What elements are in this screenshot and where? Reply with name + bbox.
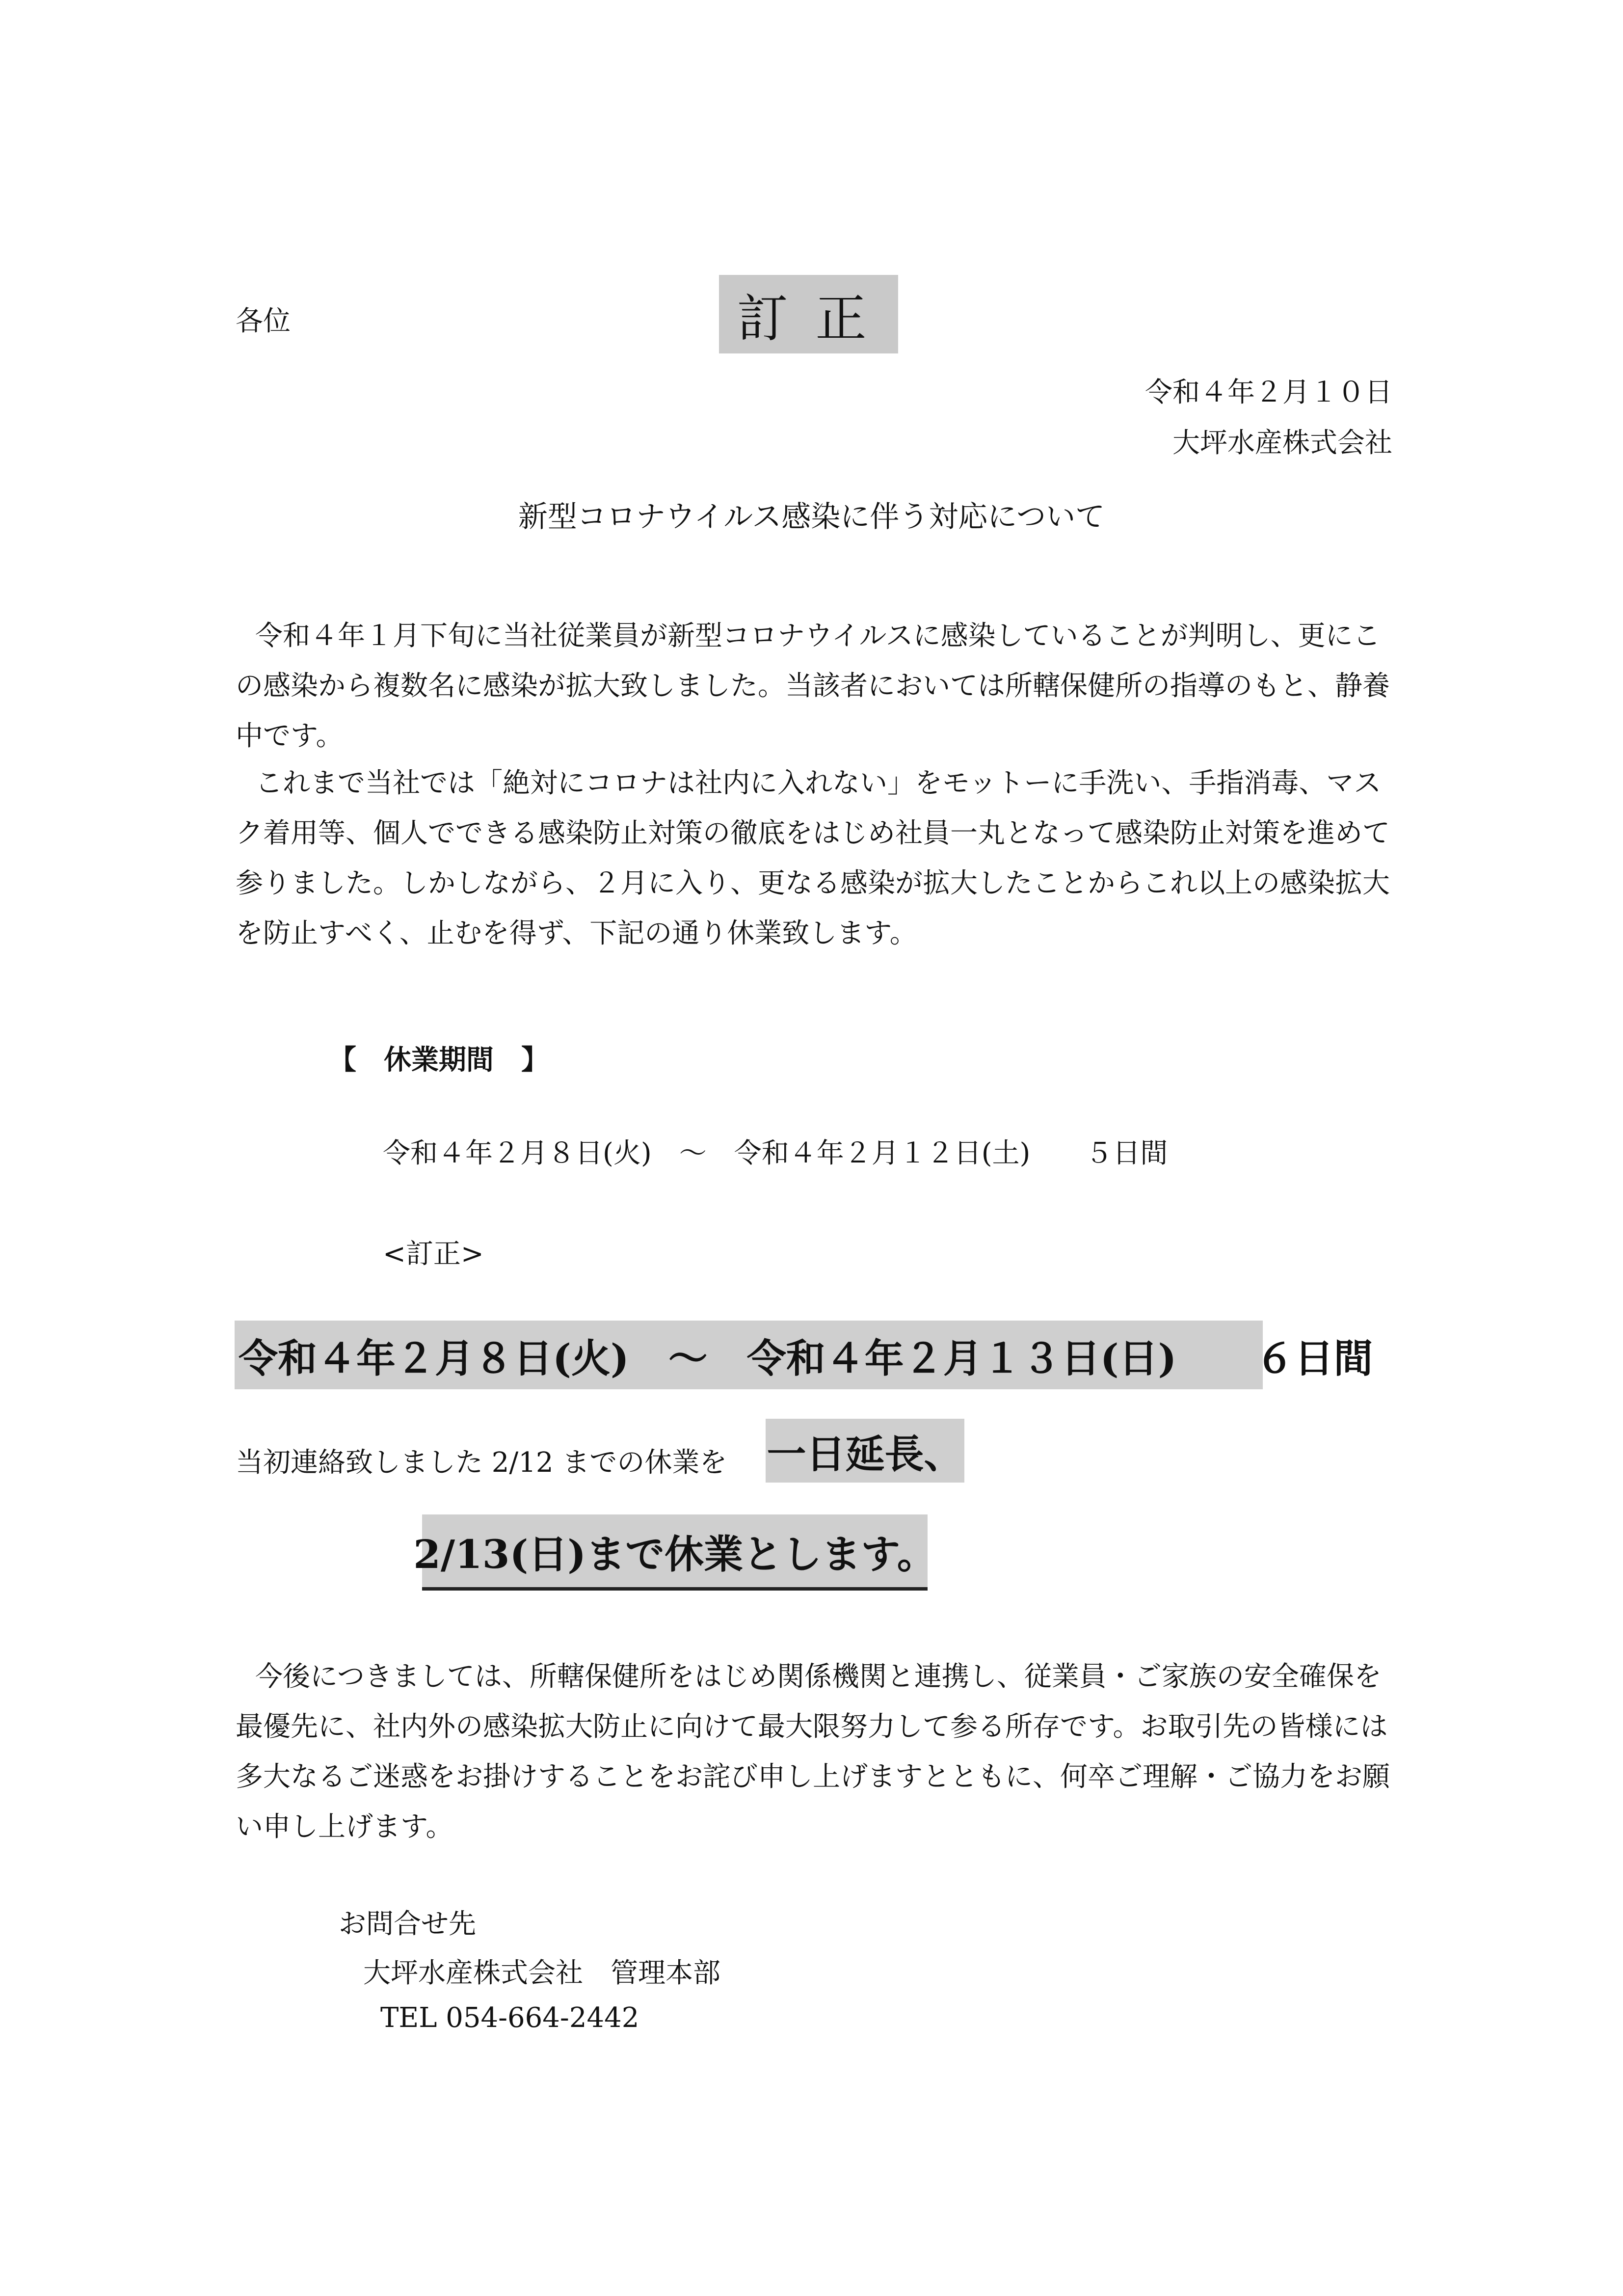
contact-phone: TEL 054-664-2442 <box>380 2002 639 2034</box>
closure-period-original: 令和４年２月８日(火) ～ 令和４年２月１２日(土) ５日間 <box>383 1137 1168 1169</box>
closure-until-highlight: 2/13(日)まで休業とします。 <box>422 1514 928 1591</box>
issue-date: 令和４年２月１０日 <box>1145 377 1392 408</box>
issuer-company: 大坪水産株式会社 <box>1172 427 1392 459</box>
contact-label: お問合せ先 <box>339 1908 476 1940</box>
body-paragraph-3: 今後につきましては、所轄保健所をはじめ関係機関と連携し、従業員・ご家族の安全確保を最優先に、社内外の感染拡大防止に向けて最大限努力して参る所存です。お取引先の皆様には多大なるご迷惑をお掛けすることをお詫び申し上げますとともに、何卒ご理解・ご協力をお願い申し上げます。 <box>236 1661 1390 1843</box>
extension-text: 当初連絡致しました 2/12 までの休業を <box>236 1447 727 1479</box>
contact-company: 大坪水産株式会社 管理本部 <box>363 1957 720 1989</box>
correction-label: <訂正> <box>383 1238 484 1270</box>
body-paragraph-2: これまで当社では「絶対にコロナは社内に入れない」をモットーに手洗い、手指消毒、マスク着用等、個人でできる感染防止対策の徹底をはじめ社員一丸となって感染防止対策を進めて参りました。しかしながら、２月に入り、更なる感染が拡大したことからこれ以上の感染拡大を防止すべく、止むを得ず、下記の通り休業致します。 <box>236 767 1390 949</box>
body-paragraph-1: 令和４年１月下旬に当社従業員が新型コロナウイルスに感染していることが判明し、更にこの感染から複数名に感染が拡大致しました。当該者においては所轄保健所の指導のもと、静養中です。 <box>236 620 1390 752</box>
addressee: 各位 <box>236 305 291 337</box>
corrected-period-highlight: 令和４年２月８日(火) ～ 令和４年２月１３日(日) ６日間 <box>235 1321 1263 1389</box>
subject-heading: 新型コロナウイルス感染に伴う対応について <box>518 500 1105 534</box>
closure-period-heading: 【 休業期間 】 <box>329 1044 549 1076</box>
document-title: 訂正 <box>719 275 898 353</box>
extension-highlight: 一日延長、 <box>766 1419 964 1483</box>
